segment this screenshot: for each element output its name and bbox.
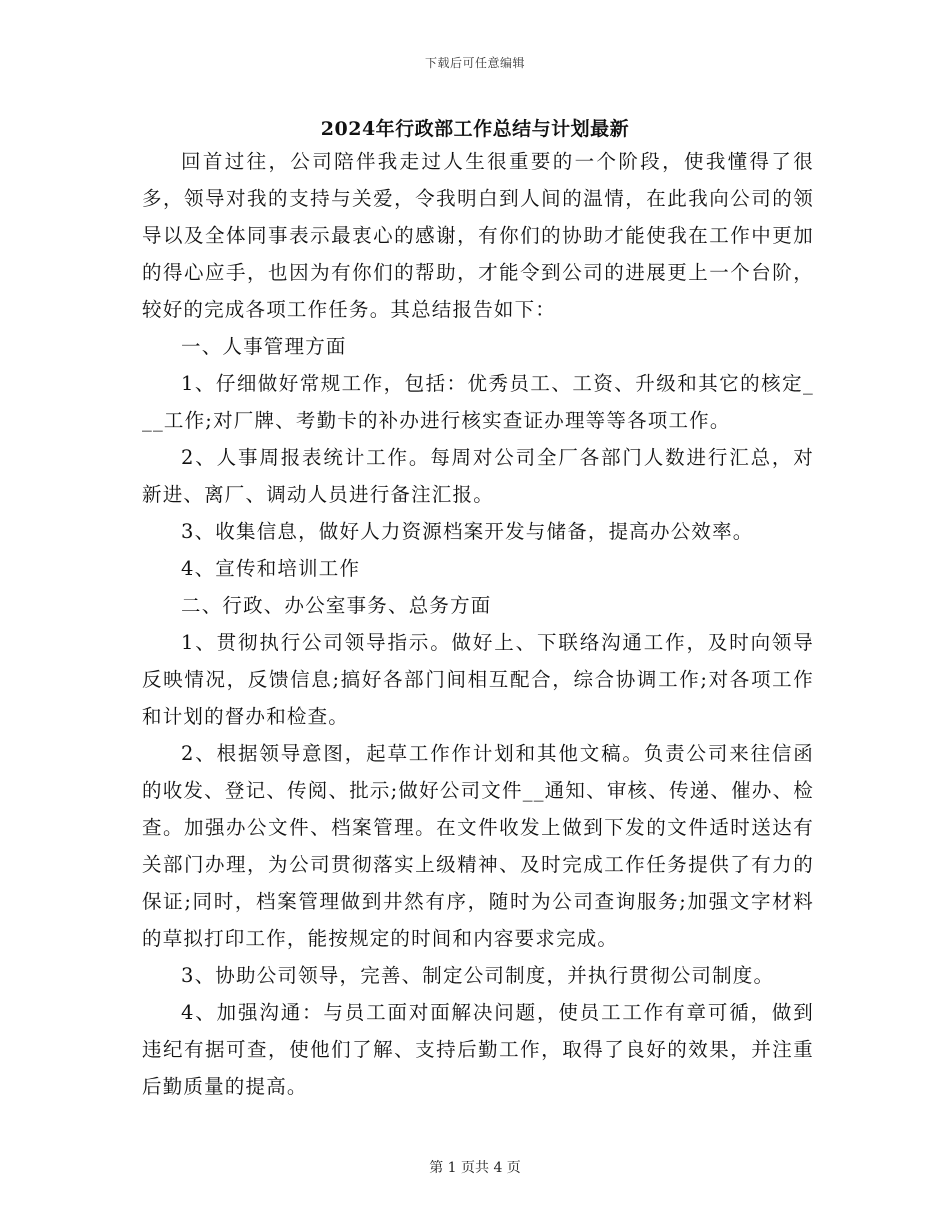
section-heading-admin: 二、行政、办公室事务、总务方面 — [181, 594, 492, 617]
paragraph-admin-1: 1、贯彻执行公司领导指示。做好上、下联络沟通工作，及时向领导反映情况，反馈信息;搞好各部门间相互配合，综合协调工作;对各项工作和计划的督办和检查。 — [142, 631, 814, 728]
paragraph-intro: 回首过往，公司陪伴我走过人生很重要的一个阶段，使我懂得了很多，领导对我的支持与关爱，令我明白到人间的温情，在此我向公司的领导以及全体同事表示最衷心的感谢，有你们的协助才能使我在工作中更加的得心应手，也因为有你们的帮助，才能令到公司的进展更上一个台阶，较好的完成各项工作任务。其总结报告如下： — [142, 150, 814, 321]
document-body — [142, 143, 814, 1105]
section-heading-hr: 一、人事管理方面 — [181, 335, 347, 358]
paragraph-hr-3: 3、收集信息，做好人力资源档案开发与储备，提高办公效率。 — [181, 520, 754, 543]
page-number: 第 1 页共 4 页 — [429, 1160, 521, 1176]
page-header-note: 下载后可任意编辑 — [424, 56, 525, 70]
paragraph-hr-4: 4、宣传和培训工作 — [181, 557, 361, 580]
paragraph-admin-4: 4、加强沟通：与员工面对面解决问题，使员工工作有章可循，做到违纪有据可查，使他们了解、支持后勤工作，取得了良好的效果，并注重后勤质量的提高。 — [142, 1001, 814, 1098]
paragraph-hr-2: 2、人事周报表统计工作。每周对公司全厂各部门人数进行汇总，对新进、离厂、调动人员进行备注汇报。 — [142, 446, 814, 506]
paragraph-admin-3: 3、协助公司领导，完善、制定公司制度，并执行贯彻公司制度。 — [181, 964, 775, 987]
paragraph-admin-2: 2、根据领导意图，起草工作作计划和其他文稿。负责公司来往信函的收发、登记、传阅、批示;做好公司文件__通知、审核、传递、催办、检查。加强办公文件、档案管理。在文件收发上做到下发的文件适时送达有关部门办理，为公司贯彻落实上级精神、及时完成工作任务提供了有力的保证;同时，档案管理做到井然有序，随时为公司查询服务;加强文字材料的草拟打印工作，能按规定的时间和内容要求完成。 — [142, 742, 814, 950]
paragraph-hr-1: 1、仔细做好常规工作，包括：优秀员工、工资、升级和其它的核定___工作;对厂牌、考勤卡的补办进行核实查证办理等等各项工作。 — [142, 372, 814, 432]
document-title: 2024年行政部工作总结与计划最新 — [320, 118, 630, 140]
